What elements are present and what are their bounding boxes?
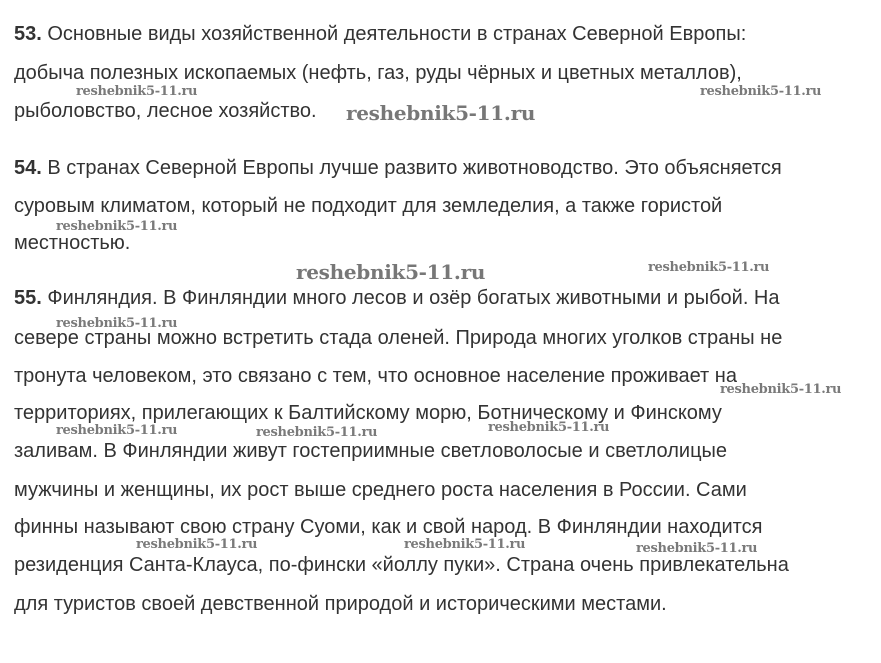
- paragraph-54-line-2: суровым климатом, который не подходит для земледелия, а также гористой: [14, 195, 723, 217]
- watermark: reshebnik5-11.ru: [648, 260, 770, 275]
- paragraph-55-line-2: севере страны можно встретить стада оленей. Природа многих уголков страны не: [14, 327, 783, 349]
- paragraph-55-line-6: мужчины и женщины, их рост выше среднего роста населения в России. Сами: [14, 479, 747, 501]
- paragraph-53-line-3: рыболовство, лесное хозяйство.: [14, 100, 317, 122]
- paragraph-54-line-3: местностью.: [14, 232, 131, 254]
- paragraph-55-text: Финляндия. В Финляндии много лесов и озёр богатых животными и рыбой. На: [47, 287, 780, 309]
- paragraph-55-line-1: [14, 286, 780, 310]
- paragraph-54-text: В странах Северной Европы лучше развито животноводство. Это объясняется: [47, 157, 782, 179]
- watermark: reshebnik5-11.ru: [488, 420, 610, 435]
- watermark: reshebnik5-11.ru: [56, 316, 178, 331]
- watermark: reshebnik5-11.ru: [136, 537, 258, 552]
- paragraph-55-line-7: финны называют свою страну Суоми, как и свой народ. В Финляндии находится: [14, 516, 763, 538]
- watermark: reshebnik5-11.ru: [56, 423, 178, 438]
- paragraph-53-number: 53.: [14, 23, 42, 45]
- watermark: reshebnik5-11.ru: [346, 101, 536, 125]
- paragraph-53-line-2: добыча полезных ископаемых (нефть, газ, руды чёрных и цветных металлов),: [14, 62, 742, 84]
- watermark: reshebnik5-11.ru: [56, 219, 178, 234]
- paragraph-55-line-3: тронута человеком, это связано с тем, что основное население проживает на: [14, 365, 737, 387]
- watermark: reshebnik5-11.ru: [720, 382, 842, 397]
- paragraph-53-line-1: [14, 22, 746, 46]
- paragraph-54-number: 54.: [14, 157, 42, 179]
- paragraph-55-line-5: заливам. В Финляндии живут гостеприимные светловолосые и светлолицые: [14, 440, 728, 462]
- watermark: reshebnik5-11.ru: [76, 84, 198, 99]
- paragraph-55-number: 55.: [14, 287, 42, 309]
- paragraph-54-line-1: [14, 156, 782, 180]
- watermark: reshebnik5-11.ru: [700, 84, 822, 99]
- paragraph-53-text: Основные виды хозяйственной деятельности в странах Северной Европы:: [47, 23, 747, 45]
- paragraph-55-line-8: резиденция Санта-Клауса, по-фински «йоллу пуки». Страна очень привлекательна: [14, 554, 789, 576]
- watermark: reshebnik5-11.ru: [256, 425, 378, 440]
- paragraph-55-line-4: территориях, прилегающих к Балтийскому морю, Ботническому и Финскому: [14, 402, 722, 424]
- paragraph-55-line-9: для туристов своей девственной природой и историческими местами.: [14, 593, 667, 615]
- watermark: reshebnik5-11.ru: [636, 541, 758, 556]
- watermark: reshebnik5-11.ru: [296, 260, 486, 284]
- watermark: reshebnik5-11.ru: [404, 537, 526, 552]
